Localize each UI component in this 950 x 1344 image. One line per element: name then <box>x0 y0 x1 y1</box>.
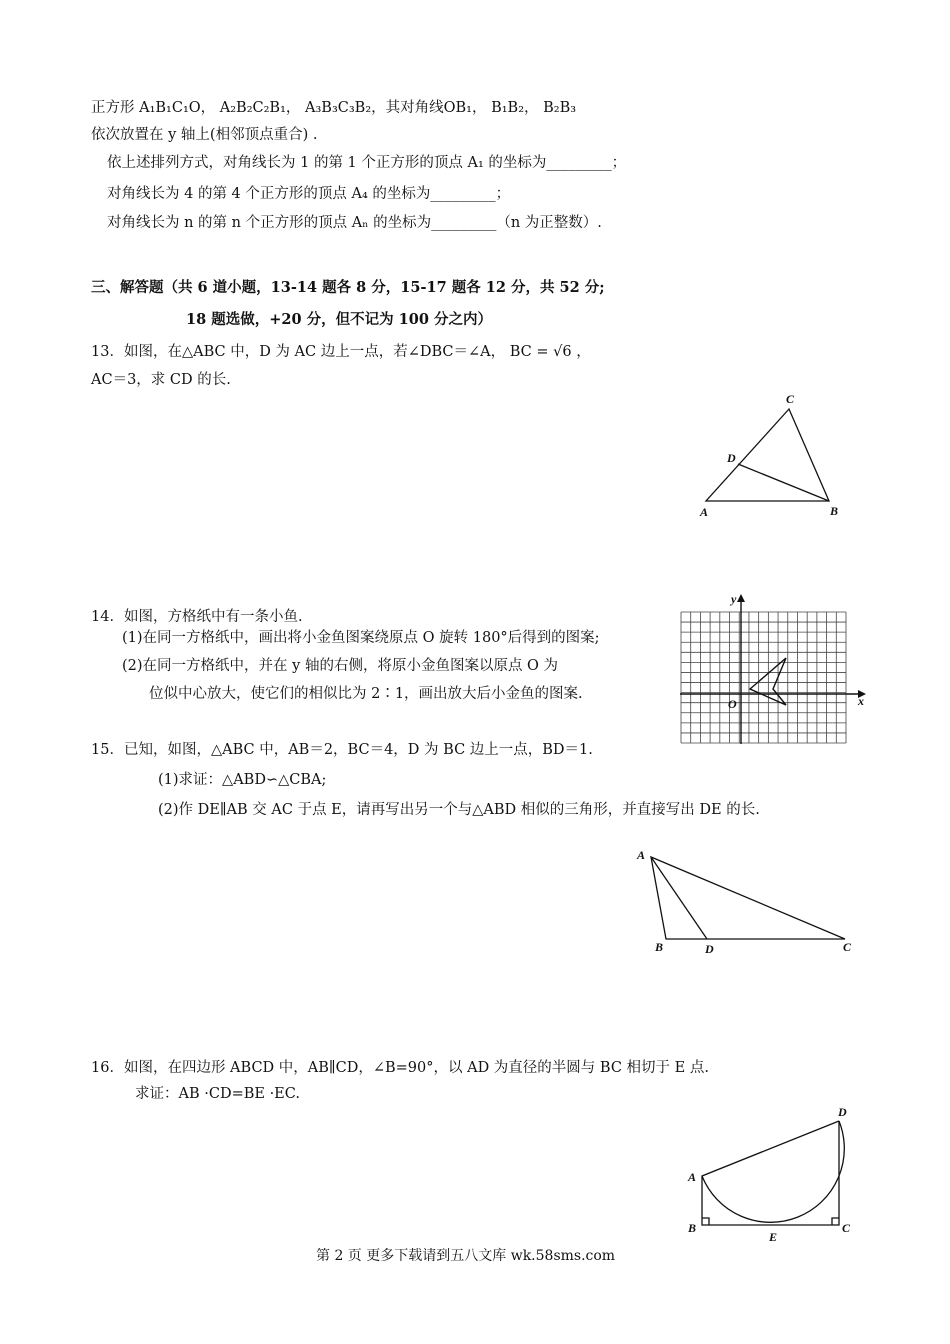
q16-quadrilateral <box>702 1121 839 1225</box>
q14-line-4: 位似中心放大，使它们的相似比为 2∶1，画出放大后小金鱼的图案. <box>149 686 583 702</box>
q14-label-y: y <box>731 592 737 606</box>
q13-line-2: AC＝3，求 CD 的长. <box>91 372 231 388</box>
q14-label-x: x <box>858 694 864 708</box>
q16-semicircle <box>702 1121 844 1222</box>
q16-right-angle-c <box>832 1218 839 1225</box>
intro-line-3: 依上述排列方式，对角线长为 1 的第 1 个正方形的顶点 A₁ 的坐标为_________； <box>107 155 627 171</box>
q14-line-1: 14．如图，方格纸中有一条小鱼. <box>91 609 303 625</box>
q15-line-1: 15．已知，如图，△ABC 中，AB＝2，BC＝4，D 为 BC 边上一点，BD＝1. <box>91 742 593 758</box>
intro-line-2: 依次放置在 y 轴上(相邻顶点重合) . <box>91 127 318 143</box>
q16-label-a: A <box>688 1170 697 1184</box>
q13-label-d: D <box>727 451 736 465</box>
q14-label-o: O <box>728 697 737 711</box>
q13-label-b: B <box>830 504 839 518</box>
q16-label-e: E <box>769 1230 778 1244</box>
section-title: 三、解答题（共 6 道小题，13-14 题各 8 分，15-17 题各 12 分，共 52 分; <box>91 279 605 296</box>
intro-line-4: 对角线长为 4 的第 4 个正方形的顶点 A₄ 的坐标为_________； <box>107 186 511 202</box>
q15-label-c: C <box>843 940 852 954</box>
q16-label-d: D <box>838 1105 847 1119</box>
q15-label-d: D <box>705 942 714 956</box>
q13-label-a: A <box>700 505 709 519</box>
q13-label-c: C <box>786 392 795 406</box>
q13-line-1: 13．如图，在△ABC 中，D 为 AC 边上一点，若∠DBC＝∠A， BC = √6 ， <box>91 344 591 360</box>
q16-right-angle-b <box>702 1218 709 1225</box>
q16-line-1: 16．如图，在四边形 ABCD 中，AB∥CD，∠B=90°，以 AD 为直径的半圆与 BC 相切于 E 点. <box>91 1060 709 1076</box>
page-footer: 第 2 页 更多下载请到五八文库 wk.58sms.com <box>316 1248 616 1264</box>
q16-line-2: 求证：AB ·CD=BE ·EC. <box>135 1086 300 1102</box>
q15-line-3: (2)作 DE∥AB 交 AC 于点 E，请再写出另一个与△ABD 相似的三角形，并直接写出 DE 的长. <box>158 802 760 818</box>
q15-label-a: A <box>637 848 646 862</box>
q16-label-b: B <box>688 1221 697 1235</box>
q14-line-3: (2)在同一方格纸中，并在 y 轴的右侧，将原小金鱼图案以原点 O 为 <box>122 658 559 674</box>
intro-line-5: 对角线长为 n 的第 n 个正方形的顶点 Aₙ 的坐标为_________（n 为正整数）. <box>107 215 602 231</box>
q14-line-2: (1)在同一方格纸中，画出将小金鱼图案绕原点 O 旋转 180°后得到的图案; <box>122 630 600 646</box>
q15-line-2: (1)求证：△ABD∽△CBA; <box>158 772 327 788</box>
intro-line-1: 正方形 A₁B₁C₁O， A₂B₂C₂B₁， A₃B₃C₃B₂，其对角线OB₁， B₁B₂， B₂B₃ <box>91 100 577 116</box>
q15-label-b: B <box>655 940 664 954</box>
q16-label-c: C <box>842 1221 851 1235</box>
section-subtitle: 18 题选做，+20 分，但不记为 100 分之内） <box>186 311 492 328</box>
